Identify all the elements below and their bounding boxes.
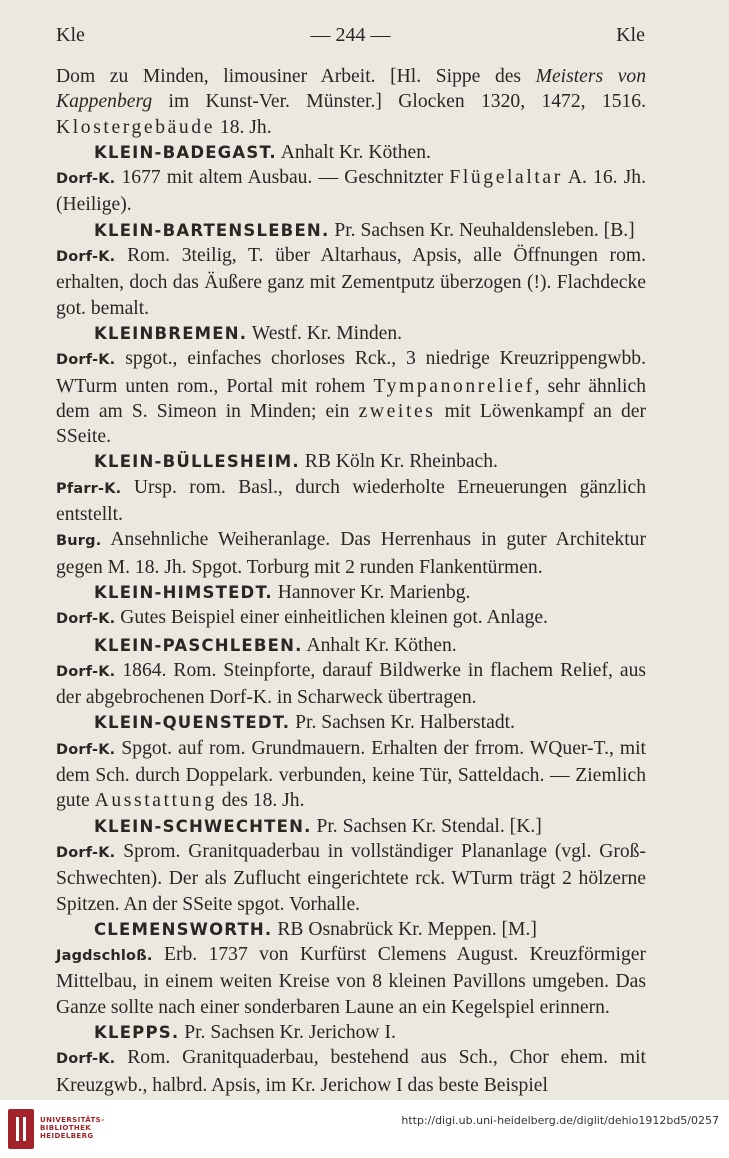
entry-headword: KLEIN-BÜLLESHEIM. [94, 452, 300, 472]
spaced-term: Tympanonrelief [373, 375, 535, 397]
entry-location: RB Köln Kr. Rheinbach. [304, 451, 498, 473]
page-number: — 244 — [310, 24, 391, 46]
entry-headword: KLEIN-BARTENSLEBEN. [94, 220, 330, 240]
library-logo-text: UNIVERSITÄTS- BIBLIOTHEK HEIDELBERG [40, 1116, 105, 1140]
building-label: Dorf-K. [56, 171, 116, 188]
entry-headword: KLEIN-QUENSTEDT. [94, 713, 291, 733]
building-label: Dorf-K. [56, 352, 116, 369]
entry-text: Dorf-K. 1677 mit altem Ausbau. — Geschnitzter Flügelaltar A. 16. Jh. (Heilige). [56, 167, 646, 216]
viewer-footer [0, 1100, 729, 1158]
building-label: Burg. [56, 533, 102, 550]
entry-location: Hannover Kr. Marienbg. [277, 581, 471, 603]
entry-headword: KLEPPS. [94, 1022, 180, 1042]
entry-heading [56, 321, 646, 346]
entry-text: Dorf-K. Gutes Beispiel einer einheitlichen kleinen got. Anlage. [56, 607, 548, 629]
entry-heading [56, 814, 646, 839]
entry-location: Pr. Sachsen Kr. Halberstadt. [295, 712, 515, 734]
page-body [56, 64, 646, 1098]
entry-location: Anhalt Kr. Köthen. [306, 634, 457, 656]
university-logo-icon [8, 1109, 34, 1149]
entry-heading [56, 917, 646, 942]
entry-headword: KLEIN-HIMSTEDT. [94, 582, 273, 602]
entry-location: RB Osnabrück Kr. Meppen. [M.] [277, 918, 537, 940]
entry-headword: KLEIN-SCHWECHTEN. [94, 816, 312, 836]
header-left: Kle [56, 24, 85, 46]
entry-heading [56, 218, 646, 243]
entry-heading [56, 449, 646, 474]
entry-location: Anhalt Kr. Köthen. [280, 141, 431, 163]
entry-text: Dorf-K. spgot., einfaches chorloses Rck., 3 niedrige Kreuzrippengwbb. WTurm unten rom., Portal mit rohem Tympanonrelief, sehr ähnlich dem am S. Simeon in Minden; ein zweites mit Löwenkampf an der SSeite. [56, 348, 647, 448]
running-head [56, 24, 645, 54]
entry-location: Westf. Kr. Minden. [251, 322, 403, 344]
spaced-term: Flügelaltar [449, 167, 563, 189]
building-label: Dorf-K. [56, 249, 116, 266]
entry-location: Pr. Sachsen Kr. Jerichow I. [184, 1021, 396, 1043]
entry-text: Dorf-K. Rom. 3teilig, T. über Altarhaus, Apsis, alle Öffnungen rom. erhalten, doch das Äußere ganz mit Zementputz überzogen (!). Flachdecke got. bemalt. [56, 245, 647, 319]
building-label: Jagdschloß. [56, 948, 153, 965]
building-label: Pfarr-K. [56, 480, 122, 497]
entry-headword: KLEIN-BADEGAST. [94, 142, 277, 162]
entry-text: Pfarr-K. Ursp. rom. Basl., durch wiederholte Erneuerungen gänzlich entstellt. [56, 476, 646, 526]
spaced-term: zweites [358, 400, 436, 422]
building-label: Dorf-K. [56, 741, 116, 758]
entry-heading [56, 580, 646, 605]
entry-heading [56, 710, 646, 735]
entry-heading [56, 633, 646, 658]
building-label: Dorf-K. [56, 1051, 116, 1068]
entry-text: Jagdschloß. Erb. 1737 von Kurfürst Clemens August. Kreuzförmiger Mittelbau, in einem weiten Kreise von 8 kleinen Pavillons umgeben. Das Ganze sollte nach einer sonderbaren Laune an ein Kegelspiel erinnern. [56, 944, 646, 1018]
permalink-url[interactable]: http://digi.ub.uni-heidelberg.de/diglit/dehio1912bd5/0257 [401, 1114, 719, 1127]
entry-headword: CLEMENSWORTH. [94, 919, 273, 939]
building-label: Dorf-K. [56, 663, 116, 680]
spaced-term: Ausstattung [94, 790, 217, 812]
entry-location: Pr. Sachsen Kr. Stendal. [K.] [316, 815, 542, 837]
entry-text: Dorf-K. Spgot. auf rom. Grundmauern. Erhalten der frrom. WQuer-T., mit dem Sch. durch Doppelark. verbunden, keine Tür, Satteldach. — Ziemlich gute Ausstattung des 18. Jh. [56, 737, 646, 812]
entry-text: Dorf-K. 1864. Rom. Steinpforte, darauf Bildwerke in flachem Relief, aus der abgebrochenen Dorf-K. in Scharweck übertragen. [56, 659, 646, 709]
continuation-paragraph: Dom zu Minden, limousiner Arbeit. [Hl. Sippe des Meisters von Kappenberg im Kunst-Ver. Münster.] Glocken 1320, 1472, 1516. Klostergebäude 18. Jh. [56, 66, 647, 138]
spaced-term: Klostergebäude [56, 116, 216, 138]
entry-text: Dorf-K. Rom. Granitquaderbau, bestehend aus Sch., Chor ehem. mit Kreuzgwb., halbrd. Apsis, im Kr. Jerichow I das beste Beispiel [56, 1047, 646, 1096]
header-right: Kle [616, 24, 645, 46]
entry-location: Pr. Sachsen Kr. Neuhaldensleben. [B.] [334, 219, 635, 241]
entry-heading [56, 1020, 646, 1045]
building-label: Dorf-K. [56, 611, 116, 628]
entry-headword: KLEINBREMEN. [94, 323, 248, 343]
entry-text: Dorf-K. Sprom. Granitquaderbau in vollständiger Plananlage (vgl. Groß-Schwechten). Der als Zuflucht eingerichtete rck. WTurm trägt 2 hölzerne Spitzen. An der SSeite spgot. Vorhalle. [56, 840, 646, 915]
italic-name: Meisters von Kappenberg [56, 66, 647, 113]
entry-heading [56, 140, 646, 165]
entry-headword: KLEIN-PASCHLEBEN. [94, 635, 303, 655]
building-label: Dorf-K. [56, 844, 116, 861]
entry-text: Burg. Ansehnliche Weiheranlage. Das Herrenhaus in guter Architektur gegen M. 18. Jh. Spgot. Torburg mit 2 runden Flankentürmen. [56, 529, 646, 578]
